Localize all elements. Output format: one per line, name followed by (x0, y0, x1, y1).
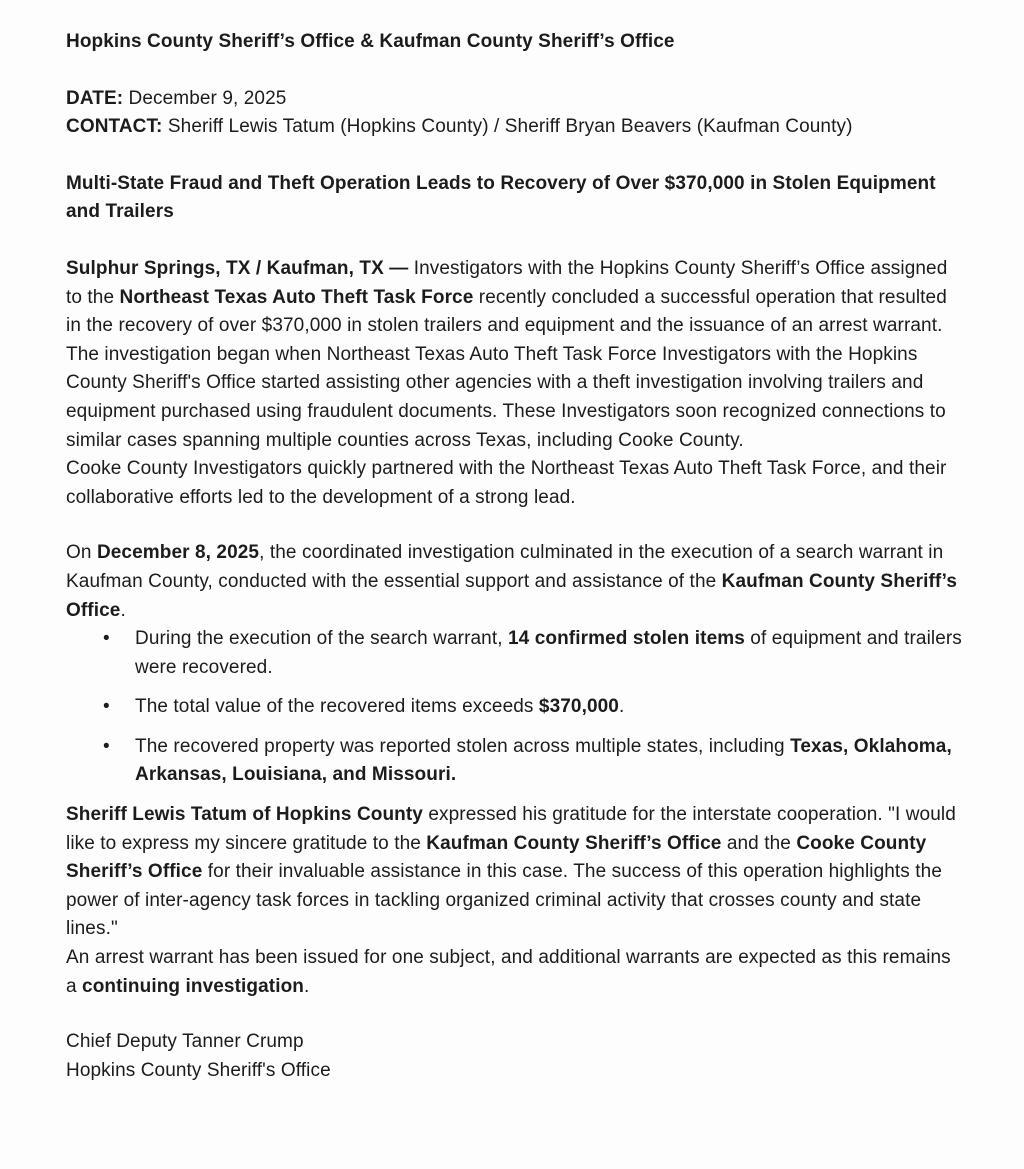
paragraph-arrest: An arrest warrant has been issued for one subject, and additional warrants are expected as this remains a continuing investigation. (66, 947, 951, 997)
headline: Multi-State Fraud and Theft Operation Leads to Recovery of Over $370,000 in Stolen Equipment and Trailers (66, 172, 936, 223)
bullet-item-states: • The recovered property was reported stolen across multiple states, including Texas, Oklahoma, Arkansas, Louisiana, and Missouri. (66, 733, 962, 790)
contact-line: CONTACT: Sheriff Lewis Tatum (Hopkins County) / Sheriff Bryan Beavers (Kaufman County) (66, 116, 853, 138)
signature-org: Hopkins County Sheriff's Office (66, 1059, 331, 1081)
body-block-1 (66, 255, 962, 512)
bullet-item-value: • The total value of the recovered items exceeds $370,000. (66, 693, 962, 722)
document-title: Hopkins County Sheriff’s Office & Kaufman County Sheriff’s Office (66, 31, 675, 52)
bullet-list (66, 625, 962, 790)
paragraph-investigation: The investigation began when Northeast Texas Auto Theft Task Force Investigators with the Hopkins County Sheriff's Office started assisting other agencies with a theft investigation involving trailers and equipment purchased using fraudulent documents. These Investigators soon recognized connections to similar cases spanning multiple counties across Texas, including Cooke County. (66, 343, 946, 451)
body-block-2 (66, 801, 962, 1001)
paragraph-intro: Sulphur Springs, TX / Kaufman, TX — Investigators with the Hopkins County Sheriff’s Office assigned to the Northeast Texas Auto Theft Task Force recently concluded a successful operation that resulted in the recovery of over $370,000 in stolen trailers and equipment and the issuance of an arrest warrant. (66, 257, 948, 337)
signature-name: Chief Deputy Tanner Crump (66, 1031, 304, 1053)
paragraph-cooke: Cooke County Investigators quickly partnered with the Northeast Texas Auto Theft Task Force, and their collaborative efforts led to the development of a strong lead. (66, 458, 947, 508)
paragraph-warrant: On December 8, 2025, the coordinated investigation culminated in the execution of a search warrant in Kaufman County, conducted with the essential support and assistance of the Kaufman County Sheriff’s Office. (66, 542, 957, 621)
bullet-item-recovered: • During the execution of the search warrant, 14 confirmed stolen items of equipment and trailers were recovered. (66, 625, 962, 682)
date-line: DATE: December 9, 2025 (66, 87, 287, 109)
paragraph-quote: Sheriff Lewis Tatum of Hopkins County expressed his gratitude for the interstate cooperation. "I would like to express my sincere gratitude to the Kaufman County Sheriff’s Office and the Cooke County Sheriff’s Office for their invaluable assistance in this case. The success of this operation highlights the power of inter-agency task forces in tackling organized criminal activity that crosses county and state lines." (66, 804, 956, 940)
meta-block (66, 85, 962, 142)
signature-block (66, 1028, 962, 1085)
